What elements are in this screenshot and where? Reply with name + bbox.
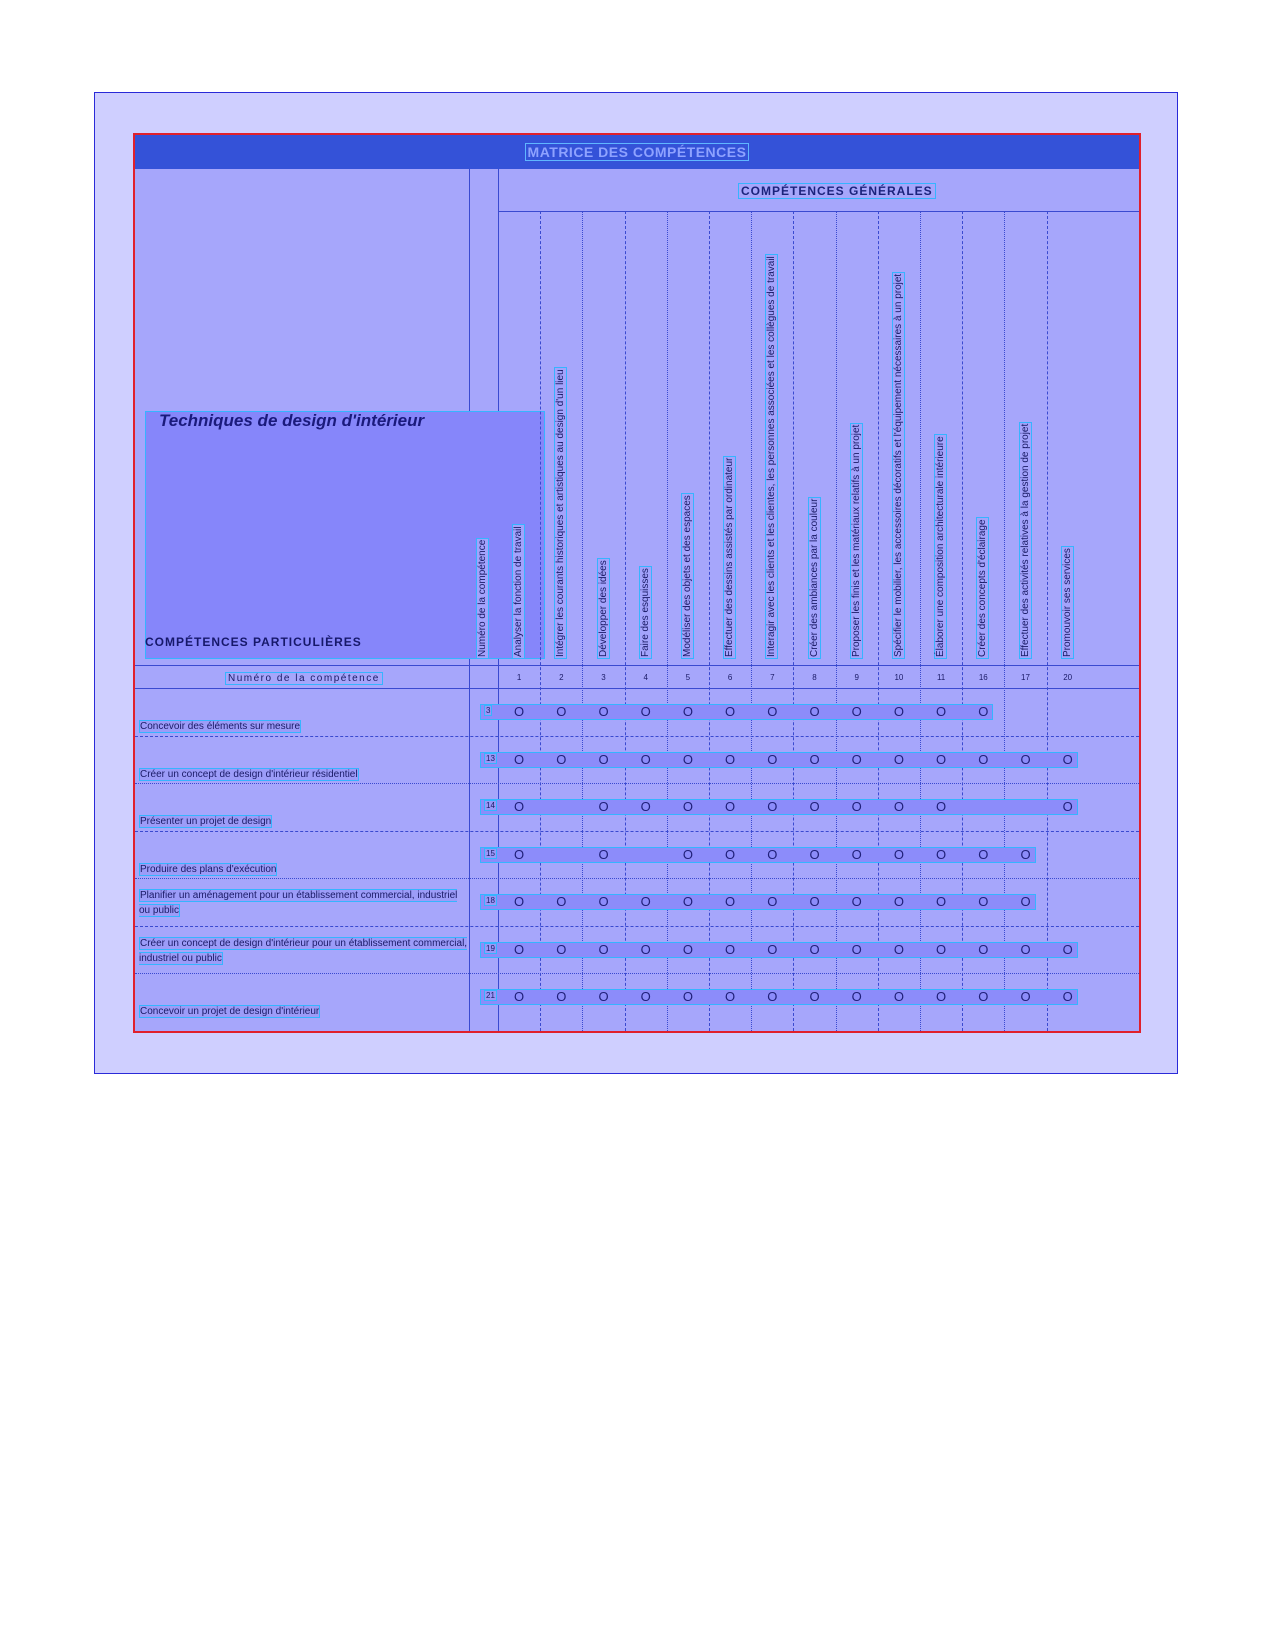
general-competence-label: Spécifier le mobilier, les accessoires décoratifs et l'équipement nécessaires à un projet xyxy=(892,273,904,657)
matrix-mark: O xyxy=(936,704,947,719)
matrix-mark: O xyxy=(1062,751,1073,767)
matrix-mark: O xyxy=(767,846,778,862)
row-competence-label: Créer un concept de design d'intérieur pour un établissement commercial, industriel ou public xyxy=(139,937,468,964)
matrix-mark: O xyxy=(851,751,862,767)
matrix-mark: O xyxy=(725,894,736,909)
matrix-mark: O xyxy=(640,799,651,814)
matrix-mark: O xyxy=(809,846,820,862)
matrix-mark: O xyxy=(725,704,736,719)
matrix-mark: O xyxy=(598,846,609,862)
matrix-mark: O xyxy=(640,704,651,719)
general-competence-number: 3 xyxy=(601,673,606,682)
competence-number-row-label: Numéro de la compétence xyxy=(225,672,383,685)
row-competence-label: Concevoir des éléments sur mesure xyxy=(140,721,301,732)
row-divider xyxy=(135,926,1139,927)
matrix-mark: O xyxy=(978,751,989,767)
matrix-mark: O xyxy=(851,894,862,909)
matrix-mark: O xyxy=(556,704,567,719)
matrix-mark: O xyxy=(598,704,609,719)
row-competence-number: 18 xyxy=(486,896,495,905)
matrix-mark: O xyxy=(725,751,736,767)
matrix-mark: O xyxy=(725,846,736,862)
matrix-mark: O xyxy=(851,989,862,1004)
matrix-mark: O xyxy=(978,846,989,862)
matrix-mark: O xyxy=(851,941,862,957)
row-marks-bar xyxy=(480,847,1036,863)
row-divider xyxy=(135,831,1139,832)
matrix-mark: O xyxy=(851,846,862,862)
matrix-mark: O xyxy=(809,941,820,957)
matrix-mark: O xyxy=(640,941,651,957)
general-competence-number: 20 xyxy=(1063,673,1073,682)
matrix-mark: O xyxy=(556,751,567,767)
general-competence-number: 5 xyxy=(685,673,691,682)
general-competence-number: 7 xyxy=(770,673,775,682)
general-competence-label: Intégrer les courants historiques et artistiques au design d'un lieu xyxy=(555,369,567,657)
matrix-mark: O xyxy=(936,989,947,1004)
matrix-mark: O xyxy=(598,751,609,767)
competence-matrix xyxy=(133,133,1141,1033)
matrix-mark: O xyxy=(1062,799,1073,814)
matrix-mark: O xyxy=(767,894,778,909)
matrix-mark: O xyxy=(1020,941,1031,957)
row-competence-number: 21 xyxy=(486,991,495,1000)
row-competence-label: Présenter un projet de design xyxy=(140,816,272,827)
matrix-mark: O xyxy=(682,989,693,1004)
general-competence-label: Modéliser des objets et des espaces xyxy=(681,495,693,657)
general-competence-label: Faire des esquisses xyxy=(639,568,651,657)
matrix-mark: O xyxy=(682,751,693,767)
matrix-mark: O xyxy=(682,704,693,719)
matrix-mark: O xyxy=(978,941,989,957)
matrix-mark: O xyxy=(682,846,693,862)
general-competence-label: Effectuer des dessins assistés par ordinateur xyxy=(724,457,736,657)
row-competence-number: 13 xyxy=(486,753,495,763)
matrix-mark: O xyxy=(640,751,651,767)
row-divider xyxy=(135,973,1139,974)
page-title: MATRICE DES COMPÉTENCES xyxy=(525,143,750,161)
matrix-mark: O xyxy=(640,894,651,909)
matrix-mark: O xyxy=(725,989,736,1004)
numrow-bottom-rule xyxy=(135,688,1139,689)
matrix-mark: O xyxy=(936,846,947,862)
general-competence-number: 2 xyxy=(559,673,564,682)
general-competence-label: Effectuer des activités relatives à la gestion de projet xyxy=(1019,423,1031,657)
matrix-mark: O xyxy=(851,704,862,719)
header-bottom-rule xyxy=(135,665,1139,666)
general-competence-number: 4 xyxy=(643,673,648,682)
matrix-mark: O xyxy=(514,989,525,1004)
general-header-rule xyxy=(498,211,1139,212)
matrix-mark: O xyxy=(809,751,820,767)
row-competence-label: Créer un concept de design d'intérieur résidentiel xyxy=(140,768,358,780)
matrix-mark: O xyxy=(514,941,525,957)
row-divider xyxy=(135,736,1139,737)
row-divider xyxy=(135,878,1139,879)
matrix-mark: O xyxy=(978,989,989,1004)
matrix-mark: O xyxy=(936,894,947,909)
matrix-mark: O xyxy=(936,941,947,957)
matrix-mark: O xyxy=(809,989,820,1004)
matrix-mark: O xyxy=(682,941,693,957)
matrix-mark: O xyxy=(514,846,525,862)
matrix-mark: O xyxy=(893,704,904,719)
matrix-mark: O xyxy=(514,894,525,909)
matrix-mark: O xyxy=(893,894,904,909)
general-competence-number: 8 xyxy=(812,673,817,682)
matrix-mark: O xyxy=(893,751,904,767)
matrix-mark: O xyxy=(514,751,525,767)
matrix-mark: O xyxy=(809,704,820,719)
general-competence-label: Élaborer une composition architecturale intérieure xyxy=(935,436,947,657)
matrix-mark: O xyxy=(936,751,947,767)
row-divider xyxy=(135,783,1139,784)
matrix-mark: O xyxy=(1020,894,1031,909)
matrix-mark: O xyxy=(598,799,609,814)
general-competence-number: 9 xyxy=(854,673,859,682)
row-competence-label: Concevoir un projet de design d'intérieur xyxy=(140,1006,320,1017)
matrix-mark: O xyxy=(1062,941,1073,957)
general-competence-label: Développer des idées xyxy=(597,560,609,657)
matrix-mark: O xyxy=(767,941,778,957)
title-bar xyxy=(135,135,1139,169)
matrix-mark: O xyxy=(851,799,862,814)
matrix-mark: O xyxy=(1020,989,1031,1004)
matrix-mark: O xyxy=(598,989,609,1004)
particular-header: COMPÉTENCES PARTICULIÈRES xyxy=(145,635,362,649)
general-competence-number: 1 xyxy=(516,673,522,682)
program-title: Techniques de design d'intérieur xyxy=(159,411,425,430)
matrix-mark: O xyxy=(640,989,651,1004)
row-competence-number: 19 xyxy=(486,943,495,953)
general-competence-number: 10 xyxy=(894,673,904,682)
matrix-mark: O xyxy=(767,799,778,814)
matrix-mark: O xyxy=(725,799,736,814)
matrix-mark: O xyxy=(767,704,778,719)
matrix-mark: O xyxy=(809,894,820,909)
matrix-mark: O xyxy=(556,941,567,957)
row-competence-label: Planifier un aménagement pour un établissement commercial, industriel ou public xyxy=(139,890,458,916)
matrix-mark: O xyxy=(556,989,567,1004)
general-competence-number: 11 xyxy=(936,673,946,682)
general-competence-label: Analyser la fonction de travail xyxy=(513,526,525,657)
matrix-mark: O xyxy=(767,751,778,767)
matrix-mark: O xyxy=(893,799,904,814)
general-competence-number: 6 xyxy=(727,673,733,682)
column-divider xyxy=(1047,211,1048,1031)
general-competence-label: Créer des concepts d'éclairage xyxy=(977,519,989,657)
general-competence-number: 17 xyxy=(1021,673,1030,682)
row-competence-label: Produire des plans d'exécution xyxy=(140,863,277,875)
matrix-mark: O xyxy=(893,846,904,862)
general-competence-label: Promouvoir ses services xyxy=(1061,548,1073,657)
matrix-mark: O xyxy=(725,941,736,957)
matrix-mark: O xyxy=(556,894,567,909)
matrix-mark: O xyxy=(1062,989,1073,1004)
general-competence-label: Proposer les finis et les matériaux relatifs à un projet xyxy=(850,424,862,657)
matrix-mark: O xyxy=(598,941,609,957)
row-competence-number: 15 xyxy=(486,848,495,858)
matrix-mark: O xyxy=(978,894,989,909)
matrix-mark: O xyxy=(893,989,904,1004)
row-competence-number: 3 xyxy=(486,706,491,715)
matrix-mark: O xyxy=(809,799,820,814)
matrix-mark: O xyxy=(514,704,525,719)
general-header: COMPÉTENCES GÉNÉRALES xyxy=(738,183,936,199)
matrix-mark: O xyxy=(514,799,525,814)
general-competence-number: 16 xyxy=(978,673,988,682)
matrix-mark: O xyxy=(936,799,947,814)
general-competence-label: Créer des ambiances par la couleur xyxy=(808,498,820,657)
matrix-mark: O xyxy=(1020,846,1031,862)
general-competence-label: Interagir avec les clients et les clientes, les personnes associées et les collègues de travail xyxy=(766,256,778,657)
matrix-mark: O xyxy=(767,989,778,1004)
matrix-mark: O xyxy=(978,704,989,719)
matrix-mark: O xyxy=(682,894,693,909)
row-competence-number: 14 xyxy=(486,801,495,810)
matrix-mark: O xyxy=(598,894,609,909)
matrix-mark: O xyxy=(893,941,904,957)
matrix-mark: O xyxy=(1020,751,1031,767)
competence-number-header: Numéro de la compétence xyxy=(477,539,488,657)
matrix-mark: O xyxy=(682,799,693,814)
